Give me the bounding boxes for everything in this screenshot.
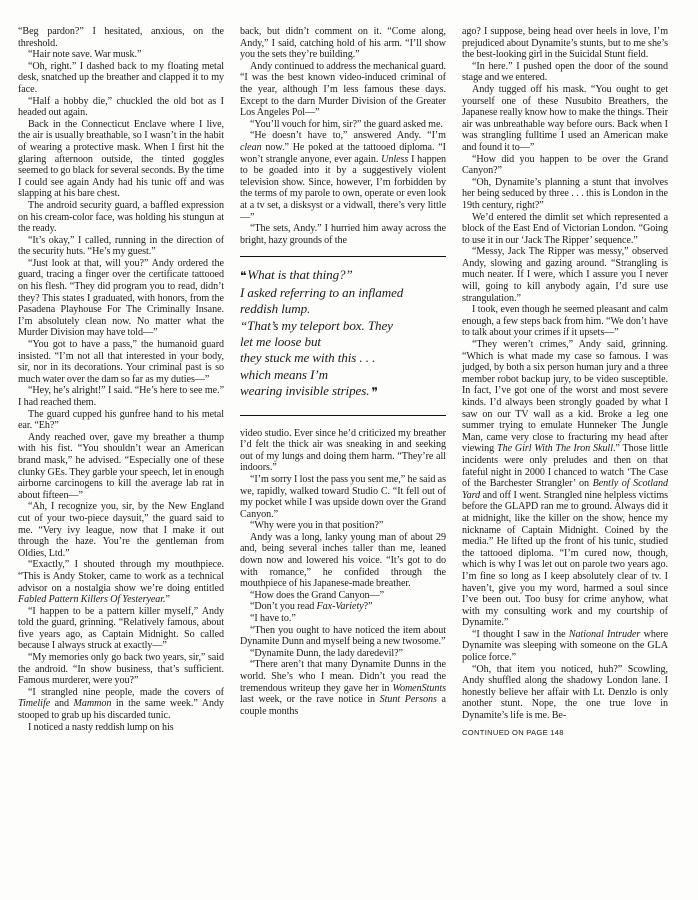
column-left <box>18 26 224 872</box>
pull-quote-line: I asked referring to an inflamed <box>240 284 404 300</box>
paragraph: “Just look at that, will you?” Andy ordered the guard, tracing a finger over the certificate tattooed on his flesh. “They did program you to read, didn’t they? This states I graduated, with honors, from the Pasadena Playhouse For The Criminally Insane. I’m absolutely clean now. No matter what the Murder Division may have told—” <box>18 257 224 339</box>
paragraph: “How does the Grand Canyon—” <box>250 589 385 601</box>
paragraph: “You’ll vouch for him, sir?” the guard asked me. <box>250 118 443 130</box>
paragraph: “Oh, right.” I dashed back to my floating metal desk, snatched up the breather and clapped it to my face. <box>18 60 224 95</box>
paragraph: Andy tugged off his mask. “You ought to get yourself one of these Nusubito Breathers, the Japanese really know how to make the things. Their air was unbreathable way before ours. Back when I was strangling fulltime I used an American make and found it to—” <box>462 83 668 153</box>
paragraph: I noticed a nasty reddish lump on his <box>28 721 174 733</box>
paragraph: “He doesn’t have to,” answered Andy. “I’m clean now.” He poked at the tattooed diploma. “I won’t strangle anyone, ever again. Unless I happen to be goaded into it by a suggestively violent television show. Since, however, I’m forbidden by the terms of my parole to own, operate or even look at a tv set, a disksyst or a vidwall, there’s very little—” <box>240 130 446 223</box>
paragraph: “Ah, I recognize you, sir, by the New England cut of your two-piece daysuit,” the guard said to me. “Very ivy league, now that I make it out through the haze. You’re the gentleman from Oldies, Ltd.” <box>18 501 224 559</box>
paragraph: “Why were you in that position?” <box>250 520 384 532</box>
paragraph: ago? I suppose, being head over heels in love, I’m prejudiced about Dynamite’s stunts, but to me she’s the best-looking girl in the Suicidal Stunt field. <box>462 26 668 61</box>
paragraph: “Then you ought to have noticed the item about Dynamite Dunn and myself being a new twosome.” <box>240 624 446 648</box>
paragraph: “Oh, Dynamite’s planning a stunt that involves her being seduced by three . . . this is London in the 19th century, right?” <box>462 176 668 211</box>
paragraph: “Don’t you read Fax-Variety?” <box>250 601 373 613</box>
paragraph: “Dynamite Dunn, the lady daredevil?” <box>250 647 403 659</box>
paragraph: “Exactly,” I shouted through my mouthpiece. “This is Andy Stoker, came to work as a technical advisor on a nostalgia show we’re doing entitled Fabled Pattern Killers Of Yesteryear.” <box>18 559 224 606</box>
column-center <box>240 26 446 872</box>
paragraph: “They weren’t crimes,” Andy said, grinning. “Which is what made my case so famous. I was judged, by both a six person human jury and a three member robot backup jury, to be video susceptible. In fact, I’ve got one of the worst and most severe kinds. I’d always been strongly goaded by what I saw on our TV wall as a kid. Broke a leg one summer trying to emulate Hunneker The Jungle Man, came very close to fracturing my head after viewing The Girl With The Iron Skull.” Those little incidents were only preludes and then on that fateful night in 2000 I chanced to watch ‘The Case of the Barchester Strangler’ on Bently of Scotland Yard and off I went. Strangled nine helpless victims before the GLAPD ran me to ground. Always did it at midnight, like the killer on the show, hence my nickname of Captain Midnight. Coined by the media.” He lifted up the front of his tunic, studied the tattooed diploma. “I’m cured now, though, which is why I was let out on parole two years ago. I’m fine so long as I keep absolutely clear of tv. I haven’t, give you my word, harmed a soul since I’ve been out. Too busy for crime anyhow, what with my consulting work and my courtship of Dynamite.” <box>462 339 668 629</box>
paragraph: “My memories only go back two years, sir,” said the android. “In show business, that’s sufficient. Famous murderer, were you?” <box>18 652 224 687</box>
paragraph: The guard cupped his gunfree hand to his metal ear. “Eh?” <box>18 408 224 432</box>
paragraph: “The sets, Andy.” I hurried him away across the bright, hazy grounds of the <box>240 223 446 246</box>
paragraph: “Beg pardon?” I hesitated, anxious, on the threshold. <box>18 26 224 49</box>
paragraph: I took, even though he seemed pleasant and calm enough, a few steps back from him. “We don’t have to talk about your crimes if it upsets—” <box>462 304 668 339</box>
paragraph: “How did you happen to be over the Grand Canyon?” <box>462 153 668 177</box>
paragraph: “Hey, he’s alright!” I said. “He’s here to see me.” I had reached them. <box>18 385 224 408</box>
paragraph: “I strangled nine people, made the covers of Timelife and Mammon in the same week.” Andy stooped to grab up his discarded tunic. <box>18 686 224 722</box>
paragraph: “You got to have a pass,” the humanoid guard insisted. “I’m not all that interested in your body, sir, nor in its decorations. Your criminal past is so much water over the dam so far as my duties—” <box>18 339 224 385</box>
paragraph: “There aren’t that many Dynamite Dunns in the world. She’s who I mean. Didn’t you read the tremendous writeup they gave her in WomenStunts last week, or the rave notice in Stunt Persons a couple months <box>240 659 446 717</box>
paragraph: “I have to.” <box>250 613 296 625</box>
paragraph: “In here.” I pushed open the door of the sound stage and we entered. <box>462 60 668 84</box>
pull-quote-line: “That’s my teleport box. They <box>240 317 393 333</box>
paragraph: Andy reached over, gave my breather a thump with his fist. “You shouldn’t wear an American brand mask,” he advised. “Especially one of these clunky GEs. They garble your speech, let in enough airborne carcinogens to kill the average lab rat in about fifteen—” <box>18 431 224 501</box>
paragraph: Back in the Connecticut Enclave where I live, the air is usually breathable, so I wasn’t in the habit of wearing a protective mask. When I first hit the glaring afternoon outside, the tinted goggles seemed to go black for several seconds. By the time I could see again Andy had his tunic off and was slapping at his bare chest. <box>18 118 224 200</box>
paragraph: “Half a hobby die,” chuckled the old bot as I headed out again. <box>18 95 224 119</box>
pull-quote-line: ❝ What is that thing?” <box>240 267 446 284</box>
paragraph: “It’s okay,” I called, running in the direction of the security huts. “He’s my guest.” <box>18 234 224 258</box>
pull-quote-line: which means I’m <box>240 366 328 382</box>
paragraph: Andy was a long, lanky young man of about 29 and, being several inches taller than me, leaned down now and lowered his voice. “It’s got to do with romance,” he confided through the mouthpiece of his Japanese-made breather. <box>240 531 446 590</box>
paragraph: We’d entered the dimlit set which represented a block of the East End of Victorian London. “Going to use it in our ‘Jack The Ripper’ sequence.” <box>462 211 668 246</box>
continued-note: CONTINUED ON PAGE 148 <box>462 727 564 737</box>
pull-quote-line: reddish lump. <box>240 301 311 317</box>
pull-quote-line: they stuck me with this . . . <box>240 350 376 366</box>
paragraph: The android security guard, a baffled expression on his cream-color face, was holding his stungun at the ready. <box>18 199 224 235</box>
paragraph: Andy continued to address the mechanical guard. “I was the best known video-induced criminal of the year, although I’m less famous these days. Except to the darn Murder Division of the Greater Los Angeles Pol—” <box>240 60 446 119</box>
paragraph: back, but didn’t comment on it. “Come along, Andy,” I said, catching hold of his arm. “I’ll show you the sets they’re building.” <box>240 26 446 61</box>
column-right <box>462 26 668 872</box>
text-columns <box>18 26 680 872</box>
paragraph: “Messy, Jack The Ripper was messy,” observed Andy, slowing and gazing around. “Strangling is much neater. If I were, which I assure you I never will, going to kill anybody again, I’d sure use strangulation.” <box>462 246 668 304</box>
pull-quote-line: wearing invisible stripes. ❞ <box>240 383 446 400</box>
paragraph: “I’m sorry I lost the pass you sent me,” he said as we, rapidly, walked toward Studio C. “It fell out of my pocket while I was upside down over the Grand Canyon.” <box>240 473 446 520</box>
paragraph: “Hair note save. War musk.” <box>28 49 142 61</box>
pull-quote-line: let me loose but <box>240 333 321 349</box>
paragraph: “I thought I saw in the National Intruder where Dynamite was sleeping with someone on the GLA police force.” <box>462 628 669 664</box>
paragraph: video studio. Ever since he’d criticized my breather I’d felt the thick air was sneaking in and seeking out of my lungs and doing them harm. “They’re all indoors.” <box>240 427 446 474</box>
pull-quote <box>240 256 446 415</box>
paragraph: “Oh, that item you noticed, huh?” Scowling, Andy shuffled along the shadowy London lane. I honestly believe her affair with Lt. Denzlo is only another stunt. Nope, the one true love in Dynamite’s life is me. Be- <box>462 663 668 722</box>
paragraph: “I happen to be a pattern killer myself,” Andy told the guard, grinning. “Relatively famous, about five years ago, as Captain Midnight. So called because I always struck at exactly—” <box>18 605 224 652</box>
